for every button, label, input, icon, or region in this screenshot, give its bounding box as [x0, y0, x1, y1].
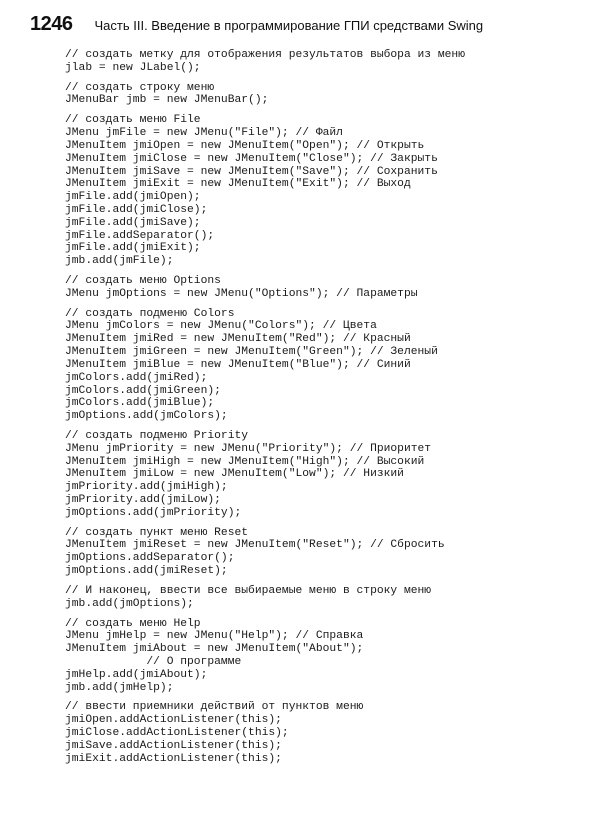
code-line: // создать подменю Colors [65, 307, 235, 320]
code-line: jmColors.add(jmiRed); [65, 371, 208, 384]
code-line: // создать меню Options [65, 275, 221, 287]
code-line: JMenuItem jmiBlue = new JMenuItem("Blue"); // Синий [65, 358, 411, 371]
code-line: // создать пункт меню Reset [65, 526, 249, 539]
code-line: // создать строку меню [65, 81, 215, 94]
code-line: jmiClose.addActionListener(this); [65, 727, 289, 739]
code-line: JMenuItem jmiAbout = new JMenuItem("About"); [65, 643, 364, 656]
code-line: JMenuItem jmiGreen = new JMenuItem("Green"); // Зеленый [65, 346, 438, 359]
code-line: // создать меню File [65, 114, 201, 127]
code-line: jmiExit.addActionListener(this); [65, 752, 282, 765]
code-line: JMenuItem jmiSave = new JMenuItem("Save"); // Сохранить [65, 165, 438, 178]
code-line: // создать меню Help [65, 617, 201, 630]
code-line: jmb.add(jmHelp); [65, 681, 174, 694]
code-line: jmFile.add(jmiClose); [65, 203, 208, 216]
code-blank-line [65, 611, 585, 618]
running-title: Часть III. Введение в программирование ГПИ средствами Swing [94, 18, 484, 33]
code-line: JMenuItem jmiHigh = new JMenuItem("High"); // Высокий [65, 455, 425, 468]
code-blank-line [65, 107, 585, 114]
code-line: jmColors.add(jmiBlue); [65, 397, 215, 410]
code-line: JMenuItem jmiOpen = new JMenuItem("Open"); // Открыть [65, 139, 425, 152]
code-line: jmPriority.add(jmiLow); [65, 494, 221, 506]
code-line: jmOptions.add(jmiReset); [65, 565, 228, 578]
page-number: 1246 [30, 13, 73, 35]
code-blank-line [65, 301, 585, 308]
code-listing [65, 49, 585, 765]
code-line: JMenu jmPriority = new JMenu("Priority"); // Приоритет [65, 442, 432, 455]
code-line: JMenu jmFile = new JMenu("File"); // Файл [65, 127, 343, 140]
code-line: jmOptions.add(jmColors); [65, 410, 228, 423]
code-line: JMenu jmHelp = new JMenu("Help"); // Справка [65, 630, 364, 643]
code-line: jmFile.add(jmiOpen); [65, 191, 201, 204]
code-line: jmHelp.add(jmiAbout); [65, 668, 208, 681]
code-blank-line [65, 578, 585, 585]
code-line: jmFile.add(jmiSave); [65, 216, 201, 229]
code-line: JMenuItem jmiReset = new JMenuItem("Reset"); // Сбросить [65, 539, 445, 552]
code-line: jmColors.add(jmiGreen); [65, 384, 221, 397]
code-line: // О программе [65, 655, 242, 668]
code-line: JMenuItem jmiClose = new JMenuItem("Close"); // Закрыть [65, 152, 438, 165]
code-line: jmiSave.addActionListener(this); [65, 739, 282, 752]
code-line: jlab = new JLabel(); [65, 61, 201, 74]
code-blank-line [65, 268, 585, 275]
code-line: jmOptions.addSeparator(); [65, 552, 235, 565]
code-line: jmFile.add(jmiExit); [65, 242, 201, 255]
code-line: JMenu jmOptions = new JMenu("Options"); // Параметры [65, 287, 418, 300]
code-line: jmb.add(jmOptions); [65, 597, 194, 610]
page-header [30, 13, 483, 39]
code-line: jmPriority.add(jmiHigh); [65, 481, 228, 494]
code-line: jmb.add(jmFile); [65, 255, 174, 268]
code-line: jmOptions.add(jmPriority); [65, 506, 242, 519]
code-line: jmFile.addSeparator(); [65, 229, 215, 242]
code-line: // ввести приемники действий от пунктов меню [65, 701, 364, 714]
code-blank-line [65, 75, 585, 82]
code-line: // создать подменю Priority [65, 429, 249, 442]
code-blank-line [65, 694, 585, 701]
code-blank-line [65, 520, 585, 527]
code-line: JMenuItem jmiLow = new JMenuItem("Low"); // Низкий [65, 468, 404, 481]
code-line: JMenu jmColors = new JMenu("Colors"); // Цвета [65, 320, 377, 333]
code-line: JMenuItem jmiRed = new JMenuItem("Red"); // Красный [65, 333, 411, 346]
code-line: // И наконец, ввести все выбираемые меню в строку меню [65, 584, 432, 597]
code-line: JMenuItem jmiExit = new JMenuItem("Exit"); // Выход [65, 178, 411, 191]
code-line: jmiOpen.addActionListener(this); [65, 714, 282, 727]
code-blank-line [65, 423, 585, 430]
code-line: // создать метку для отображения результатов выбора из меню [65, 49, 465, 61]
code-line: JMenuBar jmb = new JMenuBar(); [65, 94, 269, 107]
